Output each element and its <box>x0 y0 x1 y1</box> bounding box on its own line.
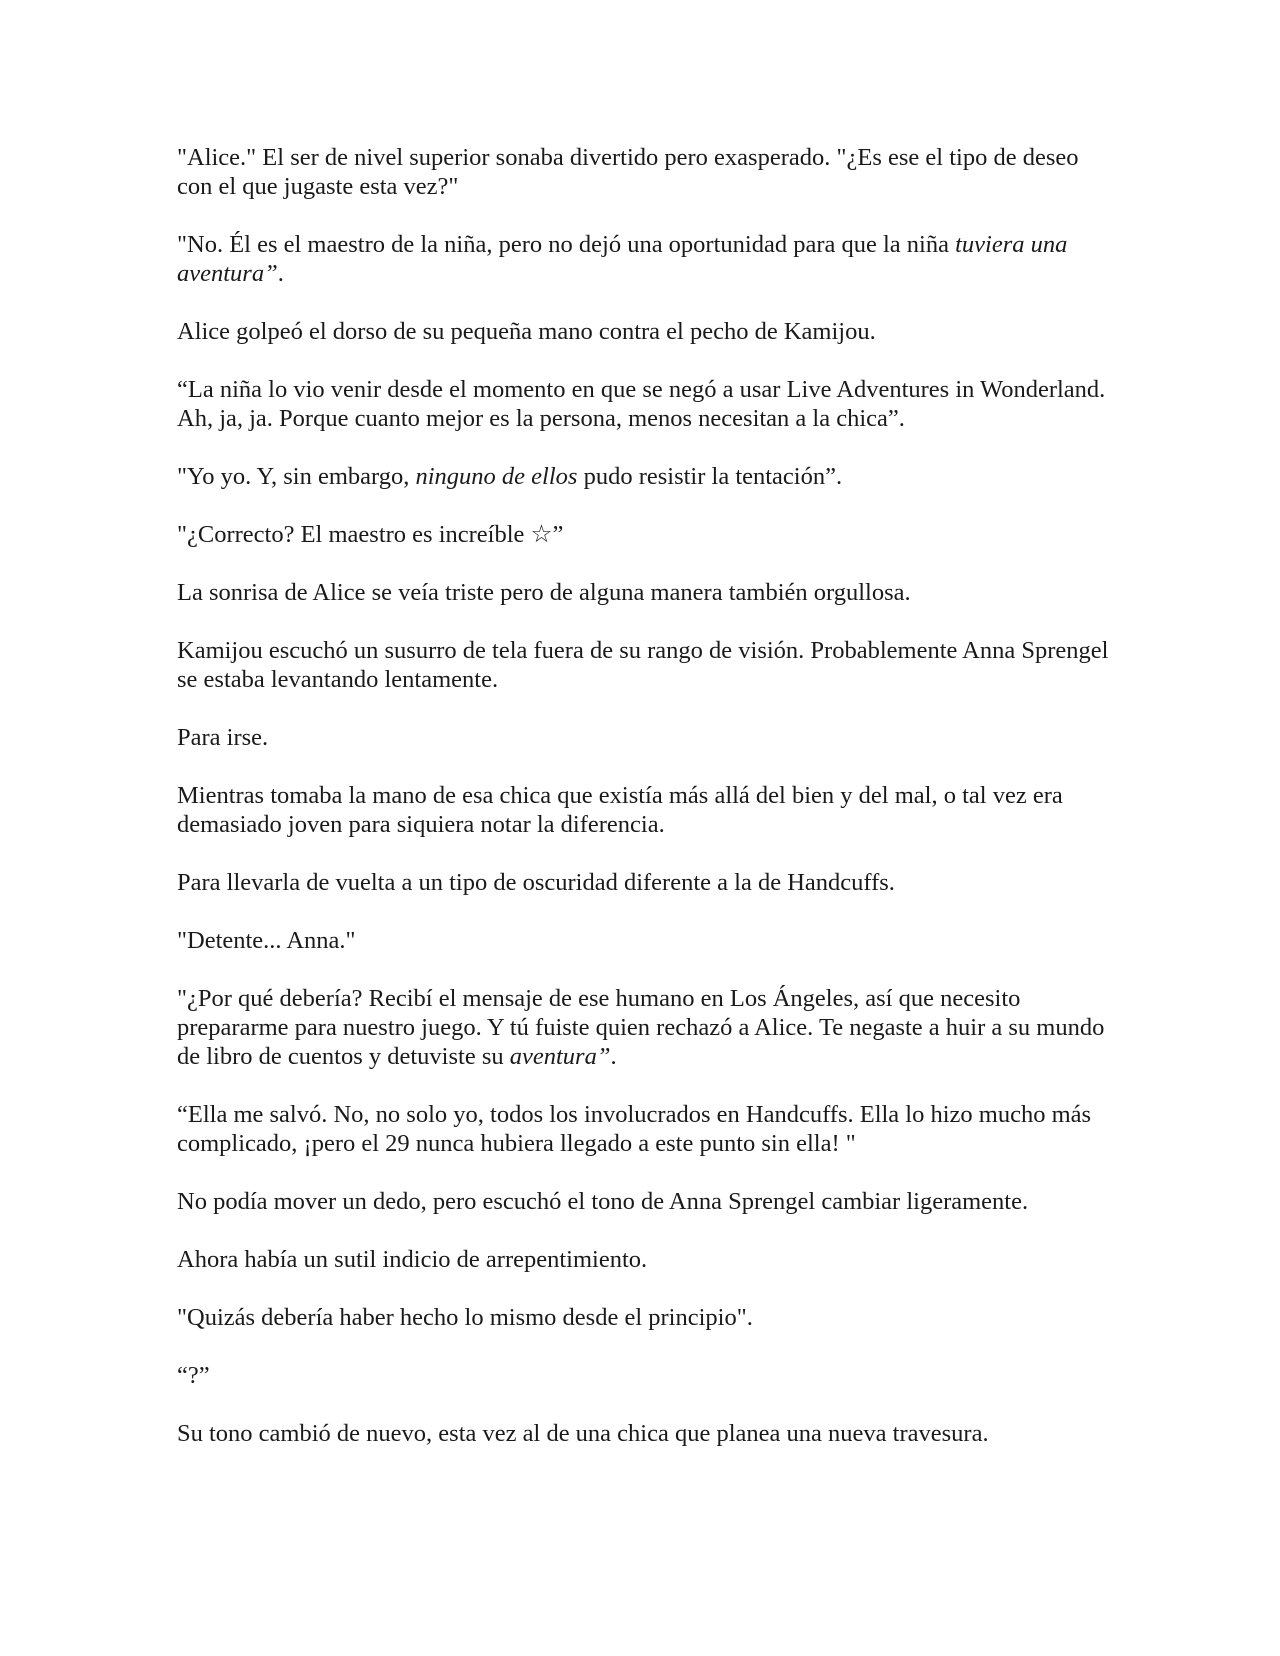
italic-run: aventura” <box>509 1043 611 1070</box>
paragraph <box>177 1419 1112 1448</box>
paragraph <box>177 1187 1112 1216</box>
paragraph <box>177 462 1112 491</box>
text-run: Ahora había un sutil indicio de arrepentimiento. <box>177 1246 648 1273</box>
text-run: Alice golpeó el dorso de su pequeña mano contra el pecho de Kamijou. <box>177 318 876 345</box>
text-run: "Alice." El ser de nivel superior sonaba divertido pero exasperado. "¿Es ese el tipo de deseo con el que jugaste esta vez?" <box>177 144 1079 200</box>
paragraph <box>177 636 1112 694</box>
paragraph <box>177 1303 1112 1332</box>
paragraph <box>177 868 1112 897</box>
paragraph <box>177 984 1112 1071</box>
text-run: Kamijou escuchó un susurro de tela fuera de su rango de visión. Probablemente Anna Sprengel se estaba levantando lentamente. <box>177 637 1109 693</box>
paragraph <box>177 723 1112 752</box>
text-run: Su tono cambió de nuevo, esta vez al de una chica que planea una nueva travesura. <box>177 1420 989 1447</box>
italic-run: ninguno de ellos <box>415 463 578 490</box>
paragraph <box>177 375 1112 433</box>
paragraph <box>177 1100 1112 1158</box>
text-run: Mientras tomaba la mano de esa chica que existía más allá del bien y del mal, o tal vez era demasiado joven para siquiera notar la diferencia. <box>177 782 1063 838</box>
paragraph <box>177 520 1112 549</box>
paragraph <box>177 926 1112 955</box>
paragraph <box>177 1245 1112 1274</box>
text-run: “La niña lo vio venir desde el momento en que se negó a usar Live Adventures in Wonderland. Ah, ja, ja. Porque cuanto mejor es la persona, menos necesitan a la chica”. <box>177 376 1106 432</box>
text-run: Para irse. <box>177 724 269 751</box>
text-run: La sonrisa de Alice se veía triste pero de alguna manera también orgullosa. <box>177 579 911 606</box>
text-run: "Yo yo. Y, sin embargo, <box>177 463 416 490</box>
text-run: "Quizás debería haber hecho lo mismo desde el principio". <box>177 1304 753 1331</box>
italic-run: tuviera una aventura” <box>177 231 1068 287</box>
text-run: "Detente... Anna." <box>177 927 356 954</box>
paragraph <box>177 578 1112 607</box>
paragraph <box>177 230 1112 288</box>
text-run: "¿Correcto? El maestro es increíble ☆” <box>177 521 564 548</box>
text-run: “Ella me salvó. No, no solo yo, todos los involucrados en Handcuffs. Ella lo hizo mucho más complicado, ¡pero el 29 nunca hubiera llegado a este punto sin ella! " <box>177 1101 1092 1157</box>
text-run: “?” <box>177 1362 210 1389</box>
paragraph <box>177 781 1112 839</box>
text-run: No podía mover un dedo, pero escuchó el tono de Anna Sprengel cambiar ligeramente. <box>177 1188 1029 1215</box>
text-run: Para llevarla de vuelta a un tipo de oscuridad diferente a la de Handcuffs. <box>177 869 895 896</box>
paragraph <box>177 317 1112 346</box>
text-run: . <box>610 1043 617 1070</box>
text-run: "¿Por qué debería? Recibí el mensaje de ese humano en Los Ángeles, así que necesito prepararme para nuestro juego. Y tú fuiste quien rechazó a Alice. Te negaste a huir a su mundo de libro de cuentos y detuviste su <box>177 985 1105 1070</box>
text-run: . <box>277 260 284 287</box>
paragraph <box>177 143 1112 201</box>
text-run: "No. Él es el maestro de la niña, pero no dejó una oportunidad para que la niña <box>177 231 956 258</box>
paragraph <box>177 1361 1112 1390</box>
document-page <box>177 143 1112 1477</box>
text-run: pudo resistir la tentación”. <box>577 463 843 490</box>
